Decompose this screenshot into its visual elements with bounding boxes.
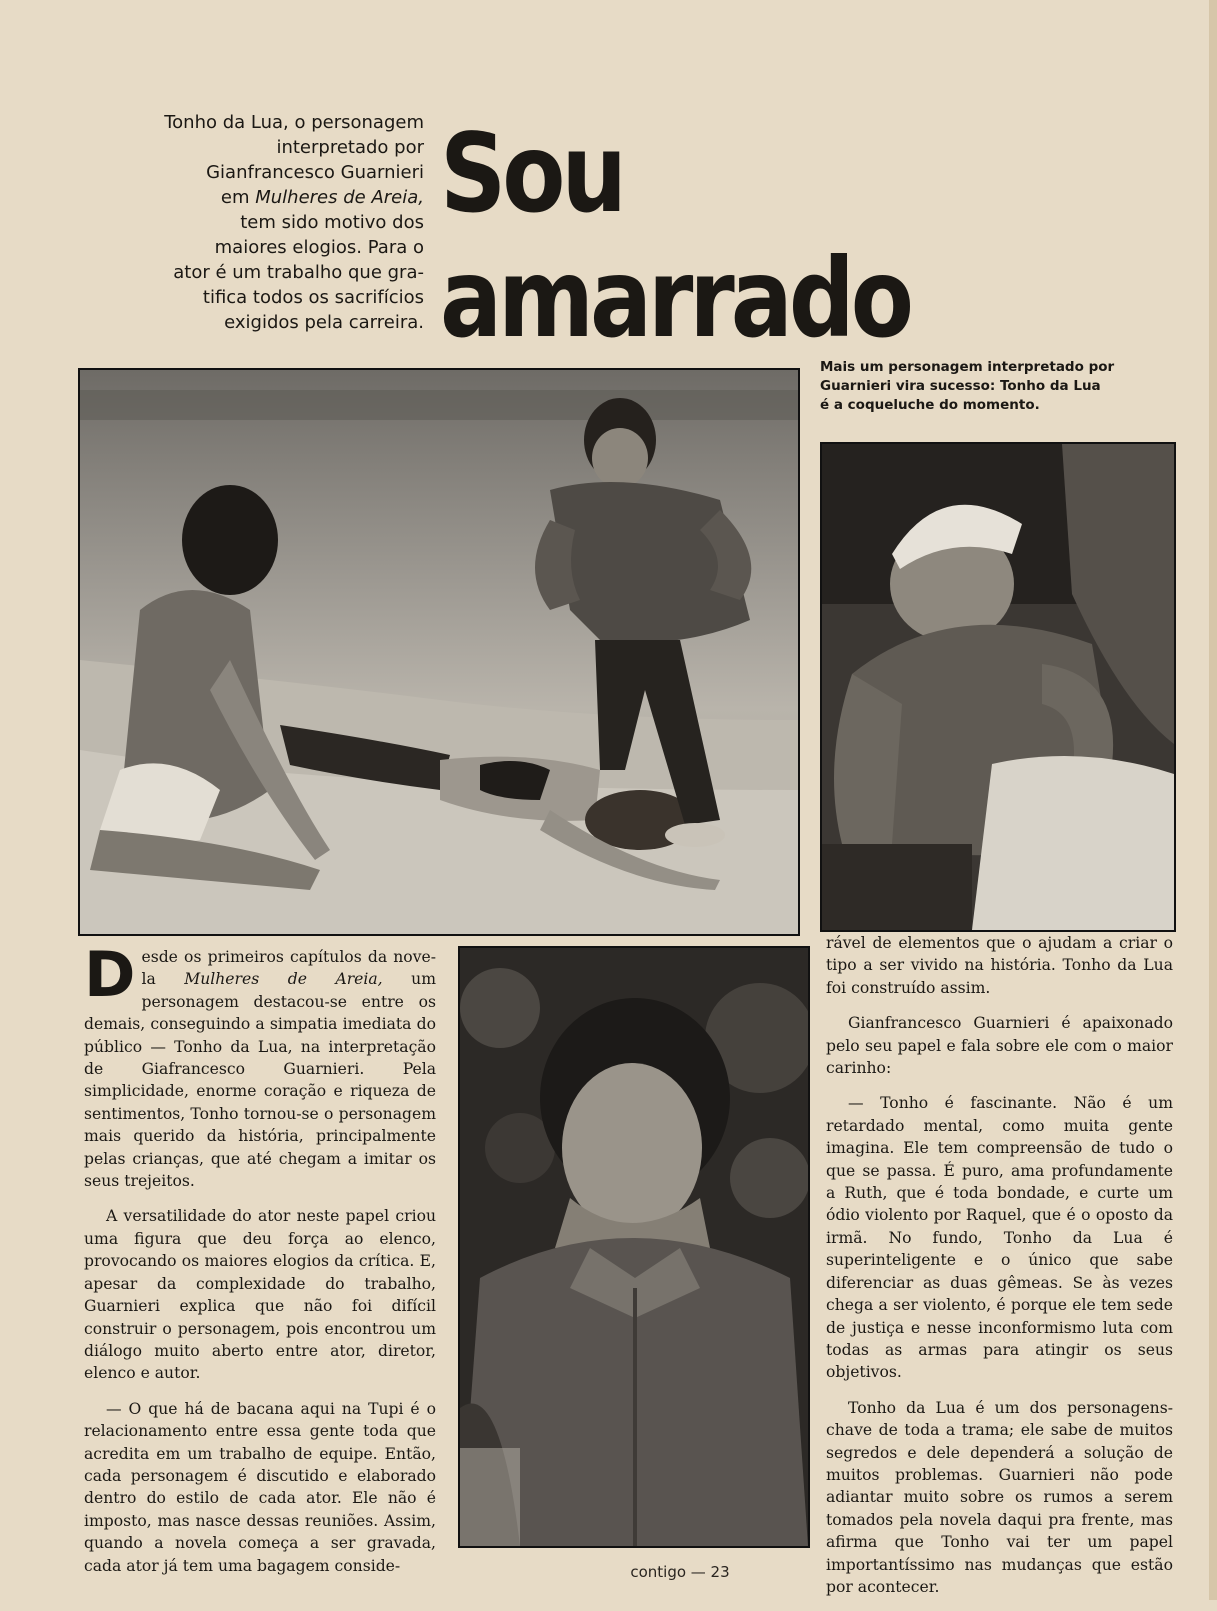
- photo-caption: [820, 358, 1150, 415]
- intro-line: tem sido motivo dos: [240, 212, 424, 233]
- caption-line: Mais um personagem interpretado por: [820, 359, 1115, 375]
- intro-prefix: em: [220, 187, 256, 208]
- intro-line: interpretado por: [276, 137, 424, 158]
- page-footer: contigo — 23: [630, 1563, 730, 1581]
- article-paragraph: [84, 938, 436, 1192]
- article-paragraph: rável de elementos que o ajudam a criar o tipo a ser vivido na história. Tonho da Lua foi construído assim.: [826, 934, 1173, 997]
- article-column-left: [84, 938, 436, 1590]
- intro-show-title: Mulheres de Areia,: [255, 187, 424, 208]
- portrait-photo: [458, 946, 810, 1548]
- intro-line: Tonho da Lua, o personagem: [164, 112, 424, 133]
- caption-line: é a coqueluche do momento.: [820, 397, 1040, 413]
- intro-line: exigidos pela carreira.: [224, 312, 424, 333]
- intro-line: Gianfrancesco Guarnieri: [206, 162, 424, 183]
- intro-blurb: [104, 110, 424, 335]
- beach-scene-photo: [78, 368, 800, 936]
- intro-line: [104, 185, 424, 210]
- intro-line: maiores elogios. Para o: [214, 237, 424, 258]
- intro-line: ator é um trabalho que gra-: [173, 262, 424, 283]
- caption-line: Guarnieri vira sucesso: Tonho da Lua: [820, 378, 1101, 394]
- article-column-right: [826, 932, 1173, 1611]
- article-paragraph: Tonho da Lua é um dos personagens-chave de toda a trama; ele sabe de muitos segredos e dele dependerá a solução de muitos problemas. Guarnieri não pode adiantar muito sobre os rumos a serem tomados pela novela daqui pra frente, mas afirma que Tonho vai ter um papel importantíssimo nas mudanças que estão por acontecer.: [826, 1398, 1173, 1596]
- article-paragraph: — O que há de bacana aqui na Tupi é o relacionamento entre essa gente toda que acredita em um trabalho de equipe. Então, cada personagem é discutido e elaborado dentro do estilo de cada ator. Ele não é imposto, mas nasce dessas reuniões. Assim, quando a novela começa a ser gravada, cada ator já tem uma bagagem conside-: [84, 1399, 436, 1575]
- paragraph-text: esde os primeiros capítulos da nove-la: [141, 948, 436, 989]
- headline-line-1: Sou amarrado: [440, 110, 910, 363]
- intro-line: tifica todos os sacrifícios: [202, 287, 424, 308]
- show-title: Mulheres de Areia,: [184, 970, 383, 989]
- article-paragraph: Gianfrancesco Guarnieri é apaixonado pelo seu papel e fala sobre ele com o maior carinho:: [826, 1014, 1173, 1078]
- article-paragraph: A versatilidade do ator neste papel criou uma figura que deu força ao elenco, provocando os maiores elogios da crítica. E, apesar da complexidade do trabalho, Guarnieri explica que não foi difícil construir o personagem, pois encontrou um diálogo muito aberto entre ator, diretor, elenco e autor.: [84, 1207, 436, 1383]
- drop-cap: D: [84, 938, 136, 1011]
- article-paragraph: — Tonho é fascinante. Não é um retardado mental, como muita gente imagina. Ele tem compreensão de tudo o que se passa. É puro, ama profundamente a Ruth, que é toda bondade, e curte um ódio violento por Raquel, que é o oposto da irmã. No fundo, Tonho da Lua é superinteligente e o único que sabe diferenciar as duas gêmeas. Se às vezes chega a ser violento, é porque ele tem sede de justiça e nesse inconformismo luta com todas as armas para atingir os seus objetivos.: [826, 1094, 1173, 1382]
- closeup-photo: [820, 442, 1176, 932]
- paragraph-text: um personagem destacou-se entre os demais, conseguindo a simpatia imediata do público — Tonho da Lua, na interpretação de Giafrancesco Guarnieri. Pela simplicidade, enorme coração e riqueza de sentimentos, Tonho tornou-se o personagem mais querido da história, principalmente pelas crianças, que até chegam a imitar os seus trejeitos.: [84, 970, 436, 1191]
- page-edge: [1209, 0, 1217, 1600]
